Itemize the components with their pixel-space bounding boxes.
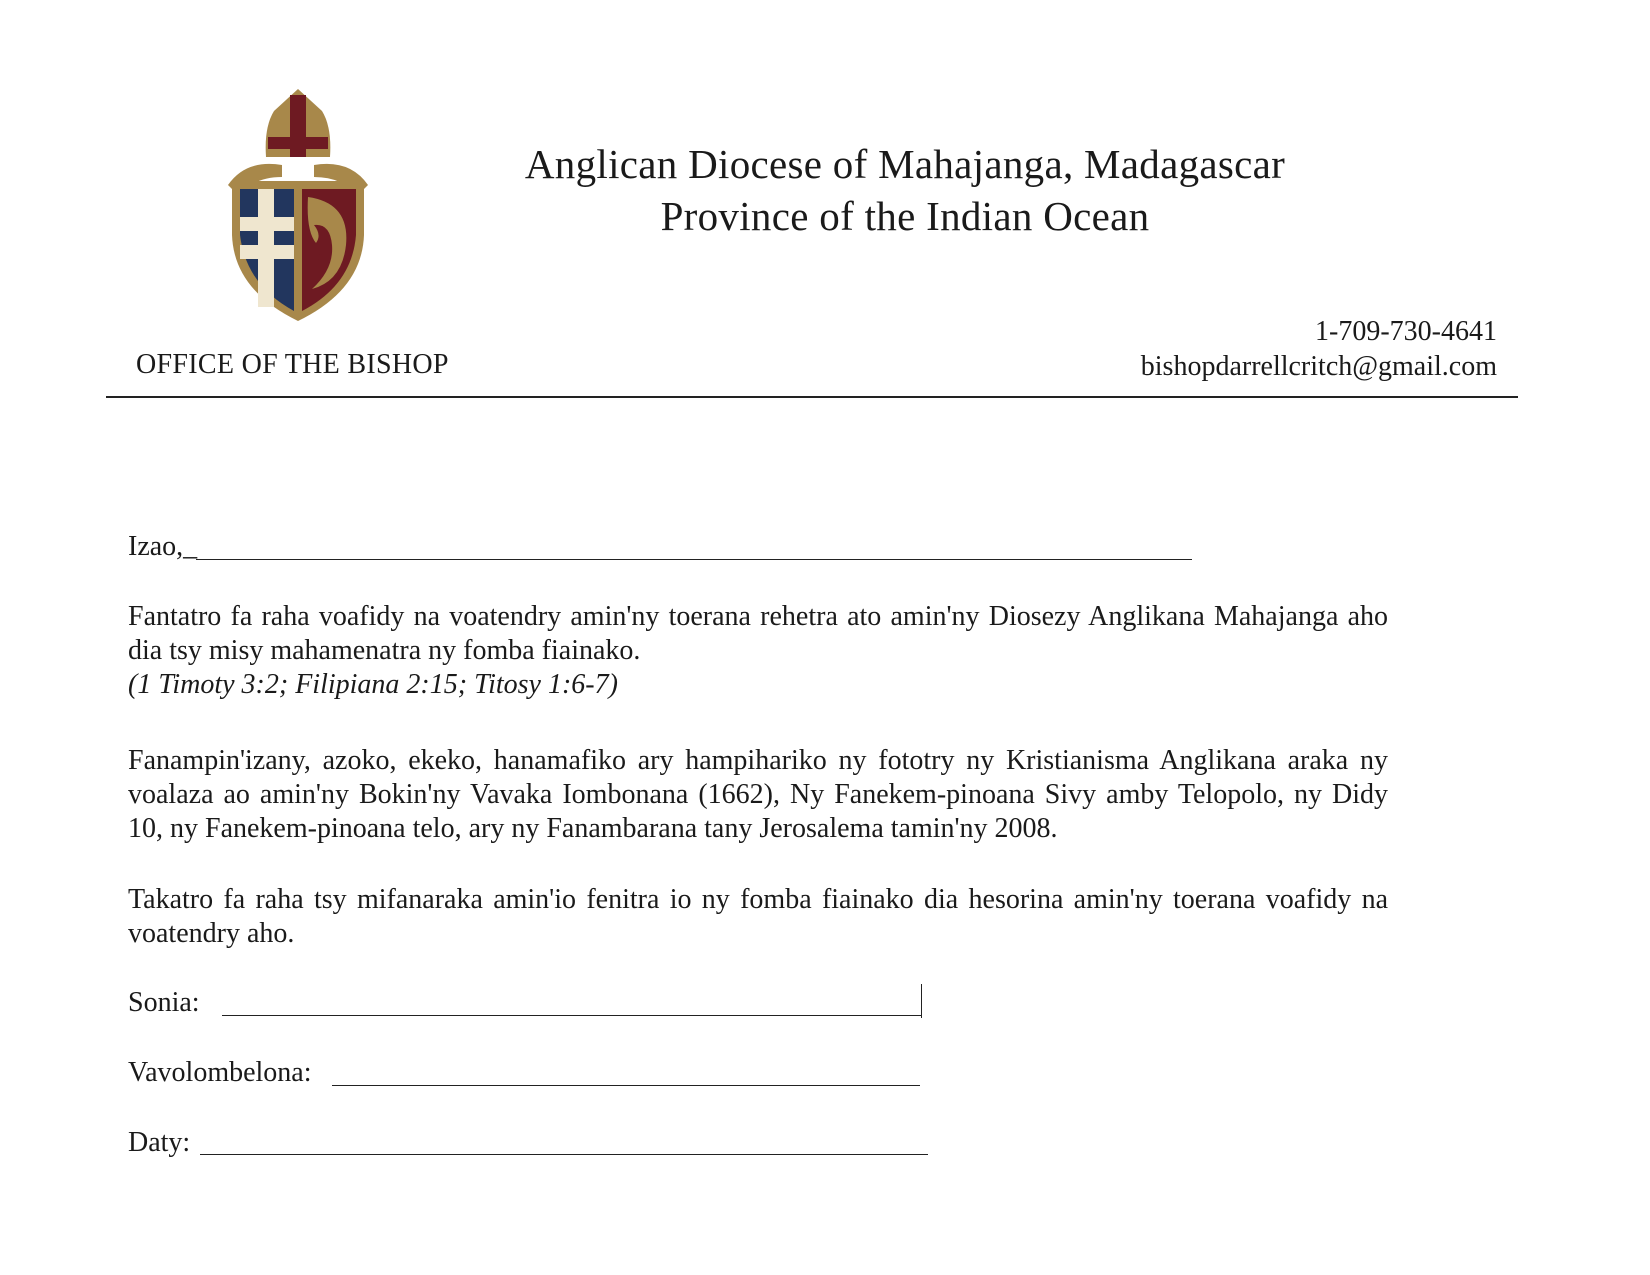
header-divider (106, 396, 1518, 398)
email-address: bishopdarrellcritch@gmail.com (1140, 351, 1497, 382)
sonia-signature-line[interactable] (222, 1015, 922, 1016)
vavolombelona-signature-line[interactable] (332, 1085, 920, 1086)
letterhead-title: Anglican Diocese of Mahajanga, Madagascar (524, 141, 1286, 187)
daty-field-line[interactable] (200, 1154, 928, 1155)
phone-number: 1-709-730-4641 (1315, 316, 1497, 347)
paragraph-1: Fantatro fa raha voafidy na voatendry amin'ny toerana rehetra ato amin'ny Diosezy Anglikana Mahajanga aho dia tsy misy mahamenatra ny fomba fiainako. (128, 601, 1388, 666)
scripture-citation: (1 Timoty 3:2; Filipiana 2:15; Titosy 1:6-7) (128, 669, 618, 700)
paragraph-2: Fanampin'izany, azoko, ekeko, hanamafiko ary hampihariko ny fototry ny Kristianisma Anglikana araka ny voalaza ao amin'ny Bokin'ny Vavaka Iombonana (1662), Ny Fanekem-pinoana Sivy amby Telopolo, ny Didy 10, ny Fanekem-pinoana telo, ary ny Fanambarana tany Jerosalema tamin'ny 2008. (128, 745, 1388, 844)
sonia-label: Sonia: (128, 987, 200, 1018)
letterhead-subtitle: Province of the Indian Ocean (660, 193, 1150, 239)
text-cursor (921, 984, 922, 1018)
diocese-crest-logo (226, 85, 370, 325)
office-label: OFFICE OF THE BISHOP (136, 349, 449, 380)
daty-label: Daty: (128, 1127, 191, 1158)
paragraph-3: Takatro fa raha tsy mifanaraka amin'io fenitra io ny fomba fiainako dia hesorina amin'ny toerana voafidy na voatendry aho. (128, 884, 1388, 949)
vavolombelona-label: Vavolombelona: (128, 1057, 312, 1088)
izao-label: Izao,_ (128, 531, 198, 562)
izao-field-line[interactable] (196, 559, 1192, 560)
